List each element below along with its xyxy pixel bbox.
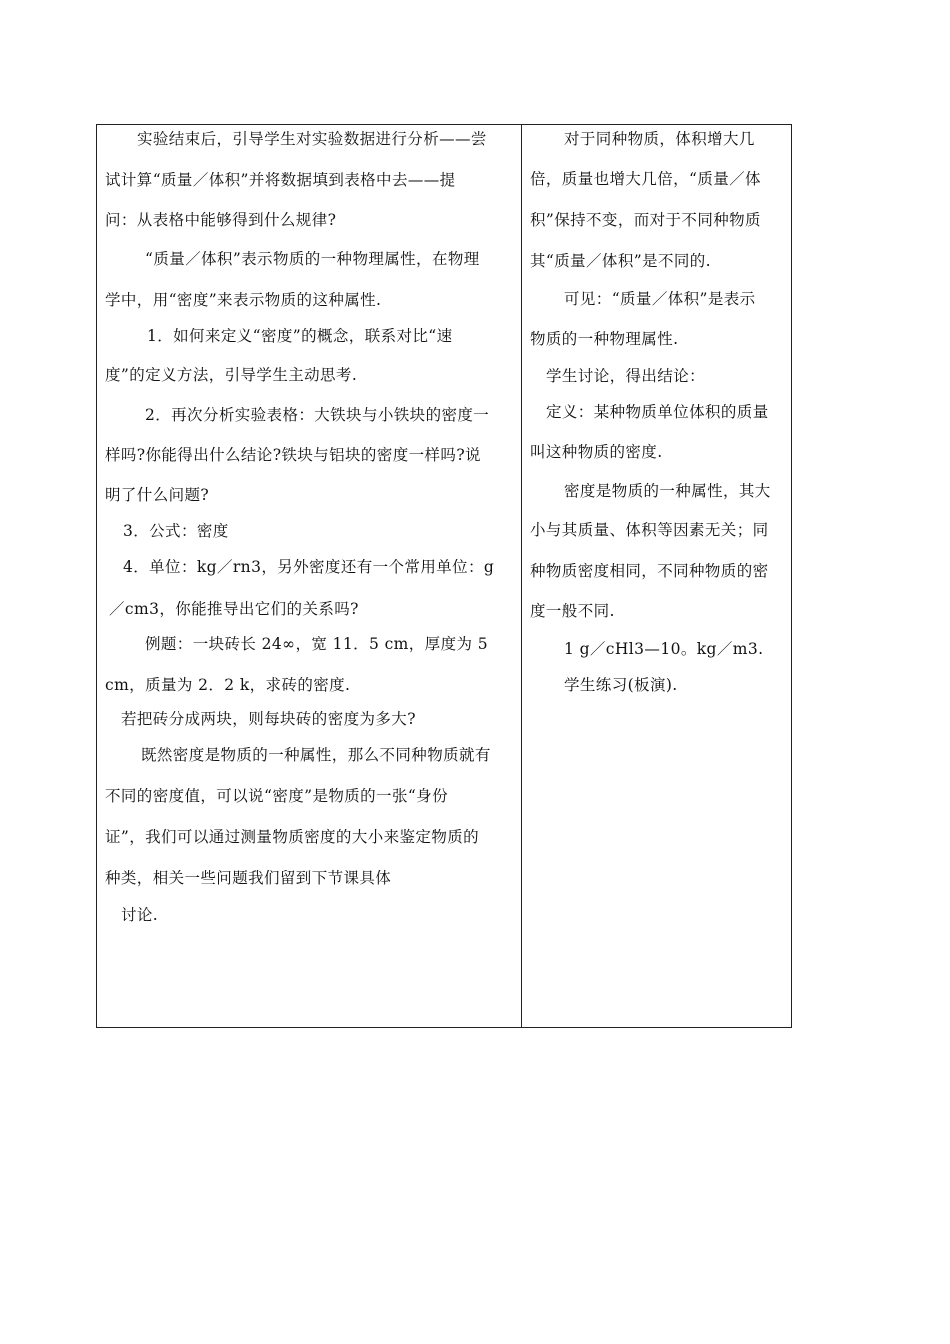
text-line: 例题：一块砖长 24∞，宽 11．5 cm，厚度为 5	[145, 635, 488, 653]
text-line: 倍，质量也增大几倍，“质量／体	[530, 170, 761, 188]
text-line: 证”，我们可以通过测量物质密度的大小来鉴定物质的	[105, 828, 480, 846]
lesson-table	[96, 124, 792, 1028]
text-line: 若把砖分成两块，则每块砖的密度为多大?	[121, 710, 416, 728]
text-line: 其“质量／体积”是不同的.	[530, 252, 711, 270]
text-line: “质量／体积”表示物质的一种物理属性，在物理	[145, 250, 480, 268]
text-line: 2．再次分析实验表格：大铁块与小铁块的密度一	[145, 406, 490, 424]
text-line: 物质的一种物理属性.	[530, 330, 679, 348]
text-line: 3．公式：密度	[123, 522, 229, 540]
text-line: 度一般不同.	[530, 602, 615, 620]
text-line: 4．单位：kg／rn3，另外密度还有一个常用单位：g	[123, 558, 495, 576]
text-line: 1．如何来定义“密度”的概念，联系对比“速	[147, 327, 453, 345]
text-line: 种物质密度相同，不同种物质的密	[530, 562, 769, 580]
text-line: 学生讨论，得出结论：	[546, 367, 706, 385]
student-activity-column	[522, 125, 792, 1027]
text-line: 讨论.	[121, 906, 159, 924]
text-line: 既然密度是物质的一种属性，那么不同种物质就有	[141, 746, 491, 764]
text-line: 1 g／cHl3—10。kg／m3.	[564, 640, 764, 658]
teacher-activity-column	[97, 125, 522, 1027]
text-line: 种类，相关一些问题我们留到下节课具体	[105, 869, 392, 887]
text-line: 学生练习(板演).	[564, 676, 678, 694]
text-line: 实验结束后，引导学生对实验数据进行分析——尝	[137, 130, 487, 148]
text-line: 密度是物质的一种属性，其大	[564, 482, 771, 500]
text-line: 对于同种物质，体积增大几	[564, 130, 755, 148]
text-line: 定义：某种物质单位体积的质量	[546, 403, 769, 421]
text-line: 叫这种物质的密度.	[530, 443, 663, 461]
text-line: 明了什么问题?	[105, 486, 210, 504]
text-line: 问：从表格中能够得到什么规律?	[105, 211, 337, 229]
text-line: 度”的定义方法，引导学生主动思考.	[105, 366, 358, 384]
text-line: 不同的密度值，可以说“密度”是物质的一张“身份	[105, 787, 448, 805]
text-line: 积”保持不变，而对于不同种物质	[530, 211, 761, 229]
text-line: 学中，用“密度”来表示物质的这种属性.	[105, 291, 382, 309]
text-line: ／cm3，你能推导出它们的关系吗?	[109, 600, 359, 618]
text-line: 试计算“质量／体积”并将数据填到表格中去——提	[105, 171, 456, 189]
text-line: 小与其质量、体积等因素无关；同	[530, 521, 769, 539]
text-line: cm，质量为 2．2 k，求砖的密度.	[105, 676, 351, 694]
text-line: 可见：“质量／体积”是表示	[564, 290, 756, 308]
text-line: 样吗?你能得出什么结论?铁块与铝块的密度一样吗?说	[105, 446, 481, 464]
